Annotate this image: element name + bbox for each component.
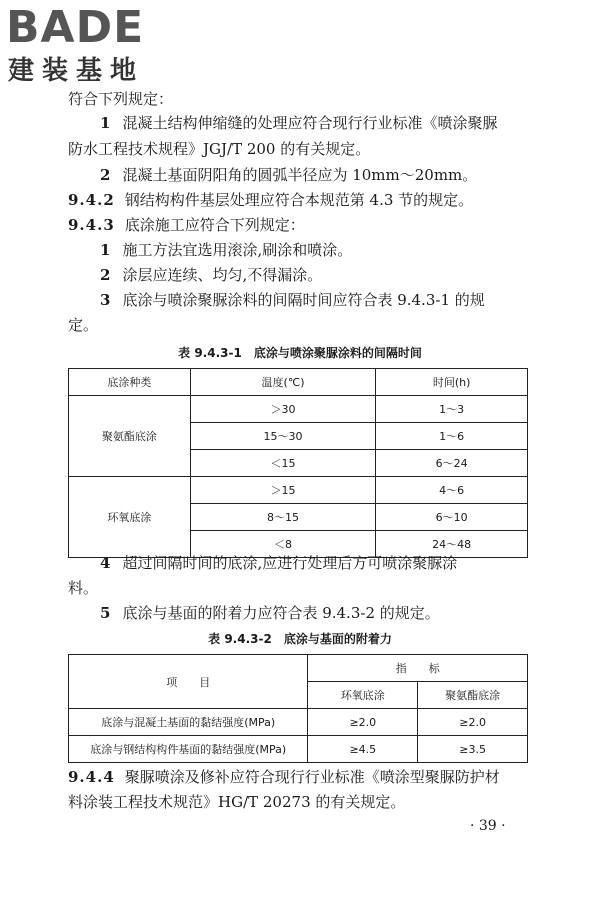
table-row	[69, 477, 528, 504]
header-cell: 底涂种类	[69, 369, 191, 396]
temperature-cell: ＞30	[190, 396, 376, 423]
item-text: 涂层应连续、均匀,不得漏涂。	[122, 266, 323, 284]
time-cell: 24～48	[376, 531, 528, 558]
item-2-line	[100, 164, 477, 186]
header-cell: 聚氨酯底涂	[418, 682, 528, 709]
sub-item-3	[100, 289, 485, 311]
section-9-4-3	[68, 214, 305, 236]
time-cell: 1～6	[376, 423, 528, 450]
section-number: 9.4.3	[68, 216, 115, 234]
temperature-cell: 15～30	[190, 423, 376, 450]
table-row	[69, 396, 528, 423]
item-number: 2	[100, 166, 111, 184]
item-text: 混凝土结构伸缩缝的处理应符合现行行业标准《喷涂聚脲	[122, 114, 498, 132]
temperature-cell: ＜15	[190, 450, 376, 477]
item-number: 1	[100, 241, 111, 259]
section-text: 聚脲喷涂及修补应符合现行行业标准《喷涂型聚脲防护材	[124, 768, 500, 786]
text-line-intro: 符合下列规定：	[68, 90, 174, 108]
table-9-4-3-1	[68, 368, 528, 558]
table-row	[69, 736, 528, 763]
table-2-caption: 表 9.4.3-2 底涂与基面的附着力	[208, 632, 392, 646]
item-text: 超过间隔时间的底涂,应进行处理后方可喷涂聚脲涂	[122, 554, 458, 572]
header-cell: 温度(℃)	[190, 369, 376, 396]
item-number: 1	[100, 114, 111, 132]
primer-type-cell: 环氧底涂	[69, 477, 191, 558]
item-number: 2	[100, 266, 111, 284]
section-text: 钢结构构件基层处理应符合本规范第 4.3 节的规定。	[124, 191, 474, 209]
table-9-4-3-2	[68, 654, 528, 763]
table-header-row	[69, 655, 528, 682]
section-text: 底涂施工应符合下列规定：	[124, 216, 305, 234]
temperature-cell: 8～15	[190, 504, 376, 531]
item-number: 5	[100, 604, 111, 622]
header-cell: 时间(h)	[376, 369, 528, 396]
time-cell: 4～6	[376, 477, 528, 504]
item-number: 4	[100, 554, 111, 572]
time-cell: 6～10	[376, 504, 528, 531]
value-cell: ≥2.0	[418, 709, 528, 736]
sub-item-4-continued: 料。	[68, 579, 99, 597]
value-cell: ≥2.0	[308, 709, 418, 736]
page-number: · 39 ·	[470, 818, 506, 834]
value-cell: ≥4.5	[308, 736, 418, 763]
table-row	[69, 709, 528, 736]
time-cell: 6～24	[376, 450, 528, 477]
item-cell: 底涂与钢结构构件基面的黏结强度(MPa)	[69, 736, 308, 763]
section-9-4-4	[68, 766, 500, 788]
section-9-4-2	[68, 189, 473, 211]
header-cell-index: 指 标	[308, 655, 528, 682]
primer-type-cell: 聚氨酯底涂	[69, 396, 191, 477]
time-cell: 1～3	[376, 396, 528, 423]
temperature-cell: ＞15	[190, 477, 376, 504]
item-text: 混凝土基面阴阳角的圆弧半径应为 10mm～20mm。	[122, 166, 478, 184]
item-number: 3	[100, 291, 111, 309]
value-cell: ≥3.5	[418, 736, 528, 763]
header-cell-item: 项 目	[69, 655, 308, 709]
table-header-row	[69, 369, 528, 396]
table-1-caption: 表 9.4.3-1 底涂与喷涂聚脲涂料的间隔时间	[178, 346, 422, 360]
sub-item-1	[100, 239, 352, 261]
item-1-continued: 防水工程技术规程》JGJ/T 200 的有关规定。	[68, 140, 371, 158]
logo-wordmark: BADE	[6, 2, 145, 53]
bade-logo	[6, 4, 176, 90]
sub-item-4	[100, 552, 457, 574]
item-text: 底涂与基面的附着力应符合表 9.4.3-2 的规定。	[122, 604, 440, 622]
item-text: 底涂与喷涂聚脲涂料的间隔时间应符合表 9.4.3-1 的规	[122, 291, 485, 309]
sub-item-5	[100, 602, 440, 624]
item-1-line	[100, 112, 497, 134]
sub-item-3-continued: 定。	[68, 316, 99, 334]
temperature-cell: ＜8	[190, 531, 376, 558]
logo-subtitle: 建装基地	[8, 56, 145, 86]
sub-item-2	[100, 264, 322, 286]
section-number: 9.4.2	[68, 191, 115, 209]
item-text: 施工方法宜选用滚涂,刷涂和喷涂。	[122, 241, 353, 259]
section-number: 9.4.4	[68, 768, 115, 786]
section-9-4-4-continued: 料涂装工程技术规范》HG/T 20273 的有关规定。	[68, 793, 406, 811]
header-cell: 环氧底涂	[308, 682, 418, 709]
item-cell: 底涂与混凝土基面的黏结强度(MPa)	[69, 709, 308, 736]
